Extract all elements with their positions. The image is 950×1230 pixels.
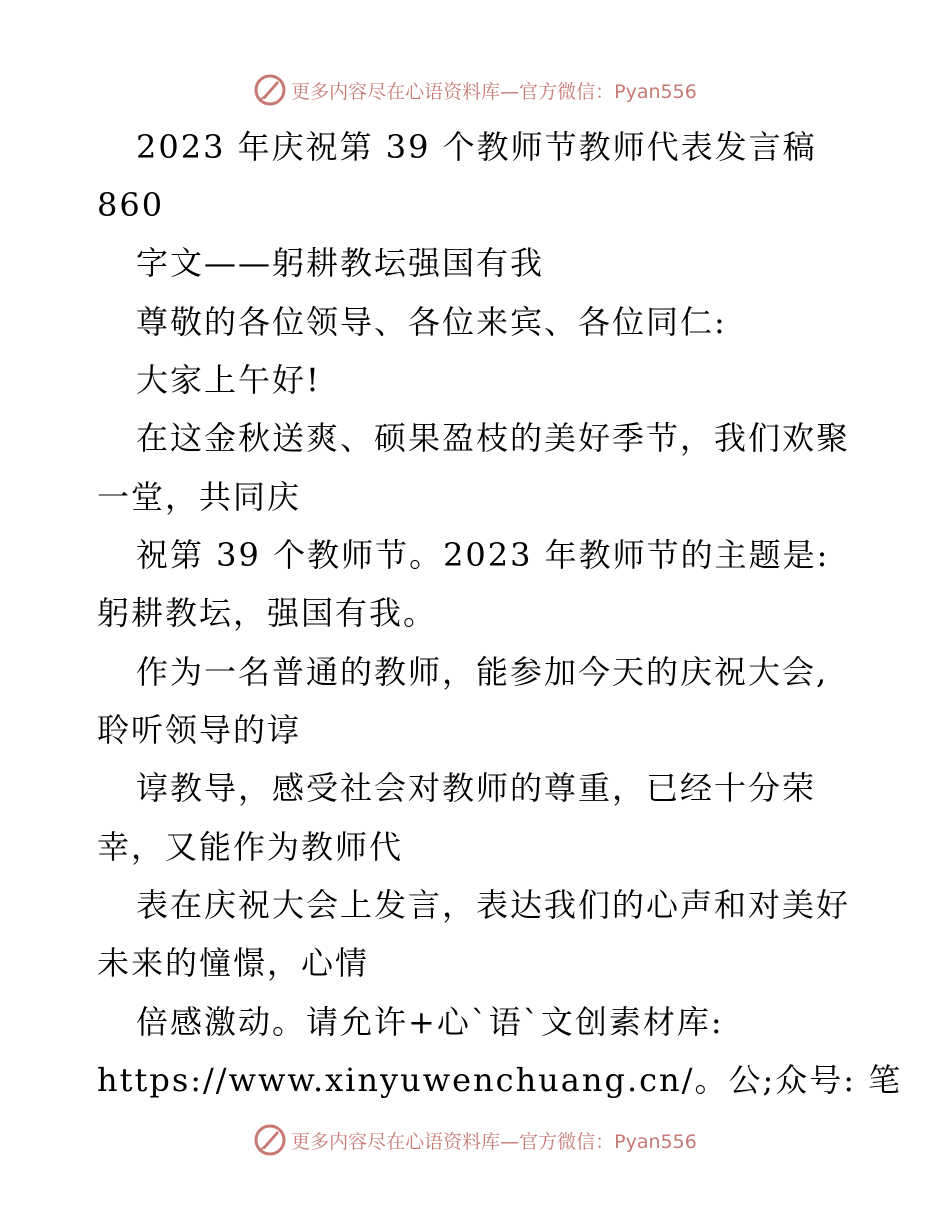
text-line: 未来的憧憬，心情: [97, 944, 370, 982]
text-line: 在这金秋送爽、硕果盈枝的美好季节，我们欢聚: [136, 419, 851, 457]
text-line: 谆教导，感受社会对教师的尊重，已经十分荣: [136, 769, 817, 807]
greeting-line: 大家上午好!: [136, 361, 321, 399]
text-line: 一堂，共同庆: [97, 478, 302, 516]
text-line: 躬耕教坛，强国有我。: [97, 594, 438, 632]
text-line: 祝第 39 个教师节。2023 年教师节的主题是:: [136, 536, 830, 574]
text-line: 表在庆祝大会上发言，表达我们的心声和对美好: [136, 886, 851, 924]
text-line: 倍感激动。请允许+心`语`文创素材库:: [136, 1003, 724, 1041]
watermark-text: 更多内容尽在心语资料库—官方微信：Pyan556: [291, 80, 697, 103]
quill-logo-icon: [253, 1123, 287, 1157]
greeting-line: 尊敬的各位领导、各位来宾、各位同仁:: [136, 303, 727, 341]
text-line: 字文——躬耕教坛强国有我: [136, 244, 545, 282]
url-line: https://www.xinyuwenchuang.cn/。公;众号: 笔: [97, 1061, 903, 1099]
text-line: 860: [97, 186, 165, 224]
text-line: 聆听领导的谆: [97, 711, 302, 749]
watermark-text: 更多内容尽在心语资料库—官方微信：Pyan556: [291, 1130, 697, 1153]
document-title: 2023 年庆祝第 39 个教师节教师代表发言稿: [136, 128, 817, 166]
text-line: 幸，又能作为教师代: [97, 828, 404, 866]
watermark-footer: [0, 1120, 950, 1160]
text-line: 作为一名普通的教师，能参加今天的庆祝大会,: [136, 653, 829, 691]
